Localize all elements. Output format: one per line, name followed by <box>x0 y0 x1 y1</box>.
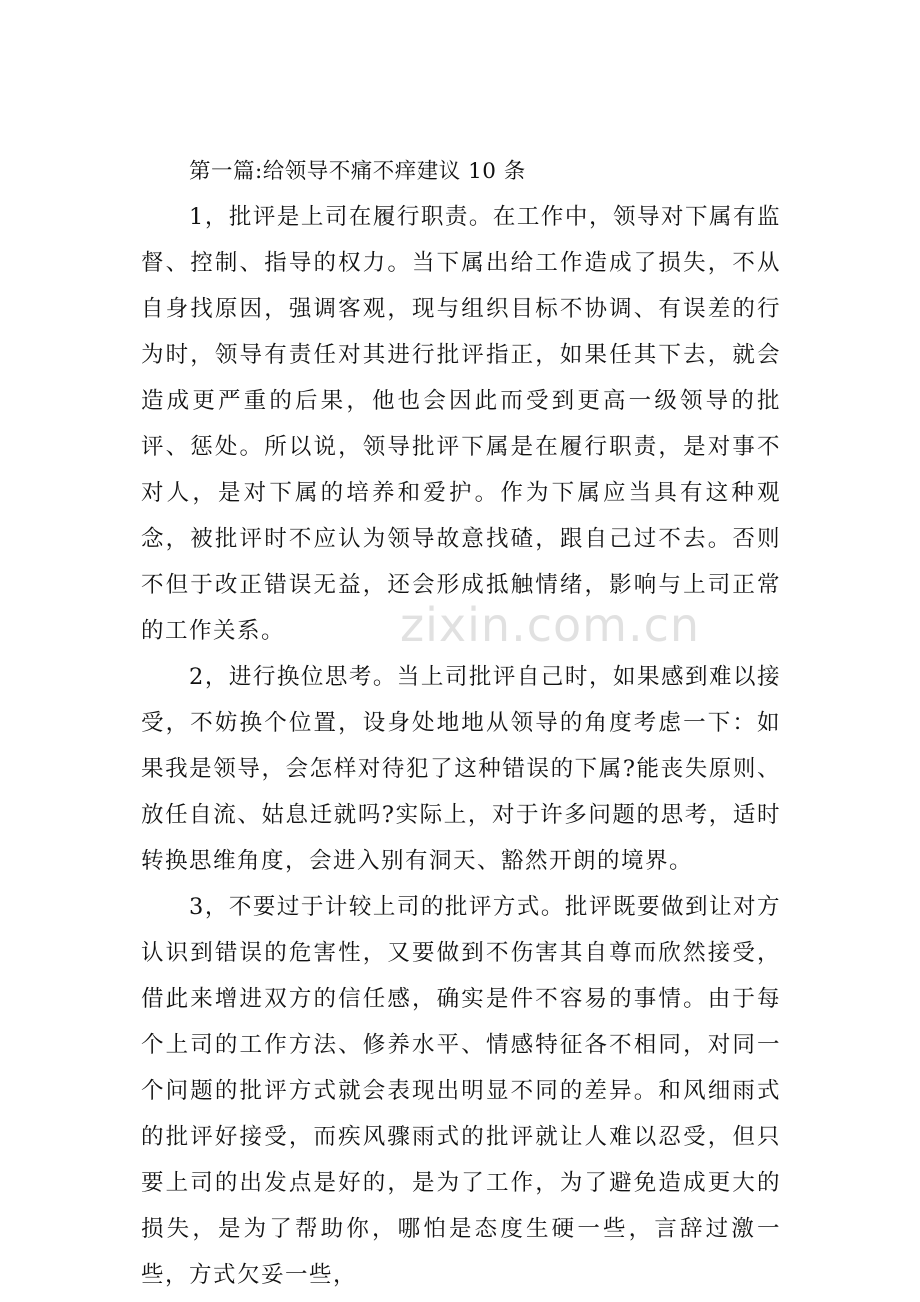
document-body <box>141 150 781 1298</box>
paragraph-3: 3，不要过于计较上司的批评方式。批评既要做到让对方认识到错误的危害性，又要做到不伤害其自尊而欣然接受，借此来增进双方的信任感，确实是件不容易的事情。由于每个上司的工作方法、修养水平、情感特征各不相同，对同一个问题的批评方式就会表现出明显不同的差异。和风细雨式的批评好接受，而疾风骤雨式的批评就让人难以忍受，但只要上司的出发点是好的，是为了工作，为了避免造成更大的损失，是为了帮助你，哪怕是态度生硬一些，言辞过激一些，方式欠妥一些， <box>141 894 781 1288</box>
watermark: zixin.com.cn <box>400 598 701 652</box>
document-title: 第一篇:给领导不痛不痒建议 10 条 <box>189 159 526 184</box>
paragraph-2: 2，进行换位思考。当上司批评自己时，如果感到难以接受，不妨换个位置，设身处地地从领导的角度考虑一下：如果我是领导，会怎样对待犯了这种错误的下属?能丧失原则、放任自流、姑息迁就吗?实际上，对于许多问题的思考，适时转换思维角度，会进入别有洞天、豁然开朗的境界。 <box>141 664 781 874</box>
paragraph-1: 1，批评是上司在履行职责。在工作中，领导对下属有监督、控制、指导的权力。当下属出给工作造成了损失，不从自身找原因，强调客观，现与组织目标不协调、有误差的行为时，领导有责任对其进行批评指正，如果任其下去，就会造成更严重的后果，他也会因此而受到更高一级领导的批评、惩处。所以说，领导批评下属是在履行职责，是对事不对人，是对下属的培养和爱护。作为下属应当具有这种观念，被批评时不应认为领导故意找碴，跟自己过不去。否则不但于改正错误无益，还会形成抵触情绪，影响与上司正常的工作关系。 <box>141 204 781 644</box>
